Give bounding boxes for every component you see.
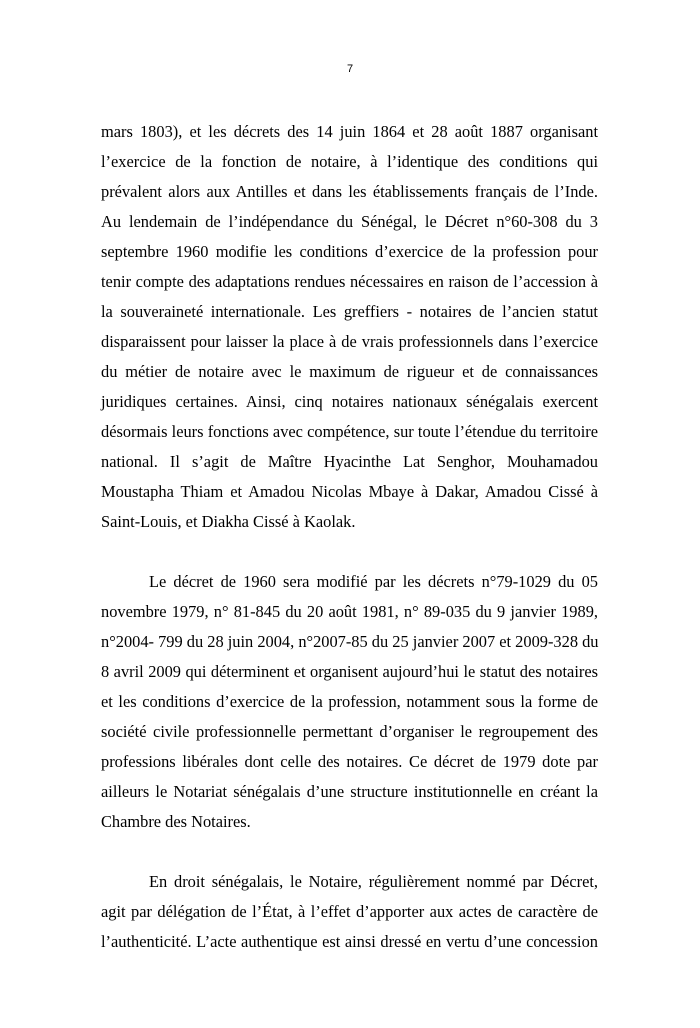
paragraph-2-line: 8 avril 2009 qui déterminent et organisent aujourd’hui le statut des notaires [101,662,598,681]
paragraph-1-line: la souveraineté internationale. Les greffiers - notaires de l’ancien statut [101,302,598,321]
paragraph-1-line: l’exercice de la fonction de notaire, à l’identique des conditions qui [101,152,598,171]
paragraph-1-line: prévalent alors aux Antilles et dans les établissements français de l’Inde. [101,182,598,201]
paragraph-1-line: disparaissent pour laisser la place à de vrais professionnels dans l’exercice [101,332,598,351]
paragraph-3-line: l’authenticité. L’acte authentique est ainsi dressé en vertu d’une concession [101,932,598,951]
paragraph-2-line: et les conditions d’exercice de la profession, notamment sous la forme de [101,692,598,711]
paragraph-1-line: national. Il s’agit de Maître Hyacinthe Lat Senghor, Mouhamadou [101,452,598,471]
paragraph-2-line: professions libérales dont celle des notaires. Ce décret de 1979 dote par [101,752,598,771]
paragraph-2-line: ailleurs le Notariat sénégalais d’une structure institutionnelle en créant la [101,782,598,801]
page-number: 7 [346,63,354,75]
paragraph-1-line: tenir compte des adaptations rendues nécessaires en raison de l’accession à [101,272,598,291]
paragraph-3-line: agit par délégation de l’État, à l’effet d’apporter aux actes de caractère de [101,902,598,921]
paragraph-1-line: mars 1803), et les décrets des 14 juin 1864 et 28 août 1887 organisant [101,122,598,141]
paragraph-2-line: novembre 1979, n° 81-845 du 20 août 1981, n° 89-035 du 9 janvier 1989, [101,602,598,621]
paragraph-2-line: Le décret de 1960 sera modifié par les décrets n°79-1029 du 05 [149,572,598,591]
paragraph-2-line: n°2004- 799 du 28 juin 2004, n°2007-85 du 25 janvier 2007 et 2009-328 du [101,632,599,651]
paragraph-1-line: Saint-Louis, et Diakha Cissé à Kaolak. [101,512,356,531]
paragraph-1-line: désormais leurs fonctions avec compétence, sur toute l’étendue du territoire [101,422,598,441]
paragraph-2-line: société civile professionnelle permettant d’organiser le regroupement des [101,722,598,741]
paragraph-1-line: juridiques certaines. Ainsi, cinq notaires nationaux sénégalais exercent [101,392,598,411]
paragraph-3-line: En droit sénégalais, le Notaire, régulièrement nommé par Décret, [149,872,598,891]
paragraph-1-line: Moustapha Thiam et Amadou Nicolas Mbaye à Dakar, Amadou Cissé à [101,482,598,501]
paragraph-1-line: du métier de notaire avec le maximum de rigueur et de connaissances [101,362,598,381]
paragraph-1-line: Au lendemain de l’indépendance du Sénégal, le Décret n°60-308 du 3 [101,212,598,231]
paragraph-2-line: Chambre des Notaires. [101,812,251,831]
paragraph-1-line: septembre 1960 modifie les conditions d’exercice de la profession pour [101,242,598,261]
